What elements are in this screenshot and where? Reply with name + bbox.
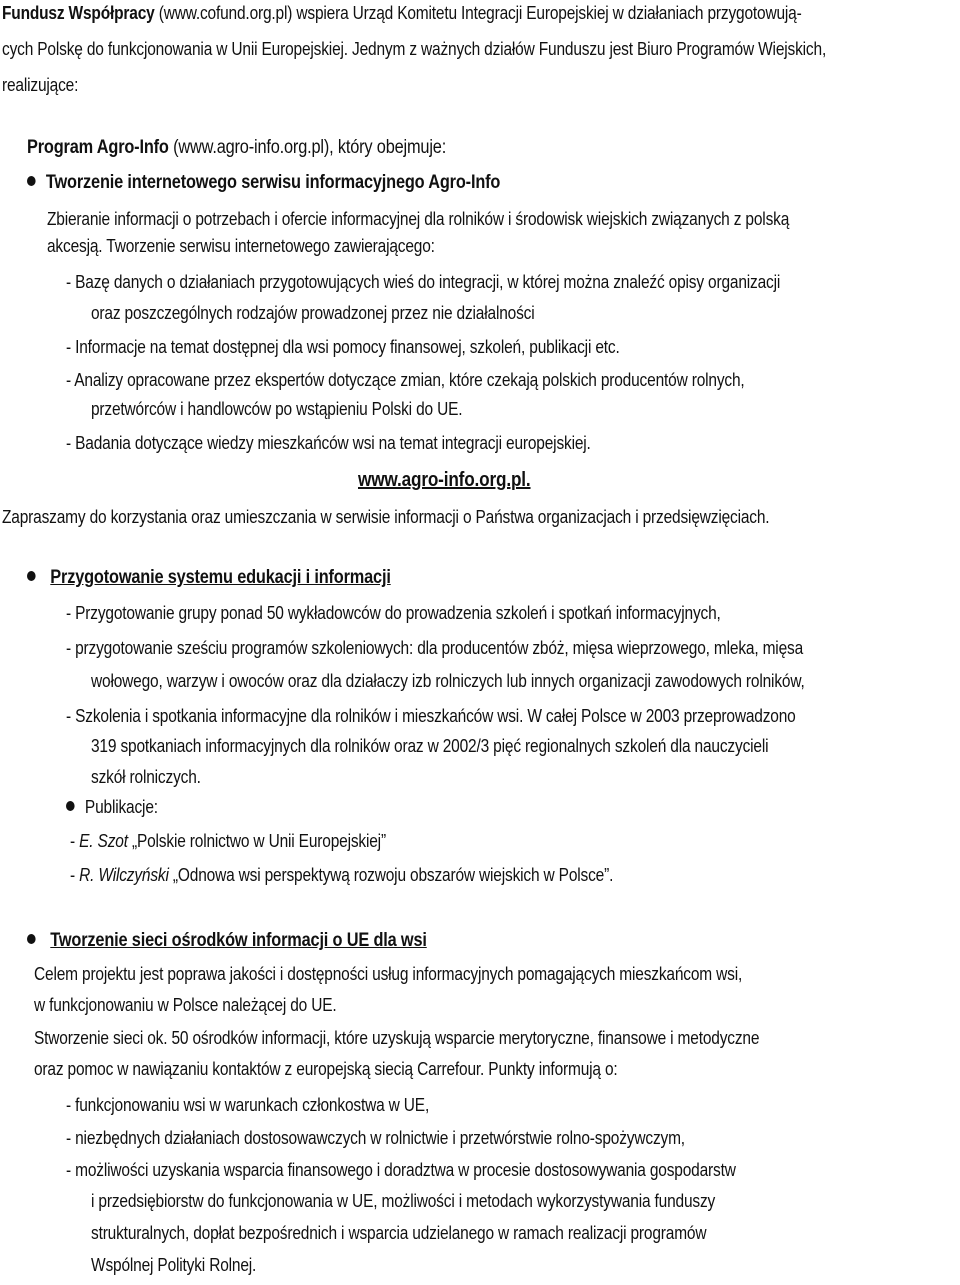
publication-item: - E. Szot „Polskie rolnictwo w Unii Europejskiej” [70,831,386,851]
section3-para-line: Celem projektu jest poprawa jakości i dostępności usług informacyjnych pomagających mieszkańcom wsi, [34,964,743,984]
list-item: - przygotowanie sześciu programów szkoleniowych: dla producentów zbóż, mięsa wieprzowego, mleka, mięsa [66,638,804,658]
section3-heading [27,930,427,952]
section3-para-line: Stworzenie sieci ok. 50 ośrodków informacji, które uzyskują wsparcie merytoryczne, finansowe i metodyczne [34,1028,760,1048]
invitation-text: Zapraszamy do korzystania oraz umieszczania w serwisie informacji o Państwa organizacjach i przedsięwzięciach. [2,507,770,527]
section3-para-line: w funkcjonowaniu w Polsce należącej do UE. [34,995,337,1015]
program-name: Program Agro-Info [27,137,169,158]
section1-para-2: akcesją. Tworzenie serwisu internetowego zawierającego: [47,236,435,256]
section2-heading-text: Przygotowanie systemu edukacji i informacji [50,567,391,588]
section1-para-1: Zbieranie informacji o potrzebach i ofercie informacyjnej dla rolników i środowisk wiejskich związanych z polską [47,209,790,229]
list-item: przetwórców i handlowców po wstąpieniu Polski do UE. [91,399,463,419]
section2-heading [27,567,391,589]
list-item: i przedsiębiorstw do funkcjonowania w UE, możliwości i metodach wykorzystywania funduszy [91,1191,716,1211]
intro-line-1 [2,2,802,24]
publication-title: „Polskie rolnictwo w Unii Europejskiej” [127,831,386,851]
list-item: oraz poszczególnych rodzajów prowadzonej przez nie działalności [91,303,535,323]
list-item: - Szkolenia i spotkania informacyjne dla rolników i mieszkańców wsi. W całej Polsce w 2003 przeprowadzono [66,706,796,726]
publications-label: Publikacje: [66,796,158,818]
list-item: - funkcjonowaniu wsi w warunkach członkostwa w UE, [66,1095,430,1115]
list-item: szkół rolniczych. [91,767,201,787]
intro-line-3: realizujące: [2,75,79,95]
publication-author: E. Szot [79,831,128,851]
list-item: Wspólnej Polityki Rolnej. [91,1255,257,1275]
publication-author: R. Wilczyński [79,865,169,885]
section3-heading-text: Tworzenie sieci ośrodków informacji o UE dla wsi [50,930,427,951]
publication-item: - R. Wilczyński „Odnowa wsi perspektywą rozwoju obszarów wiejskich w Polsce”. [70,865,614,885]
list-item: - Bazę danych o działaniach przygotowujących wieś do integracji, w której można znaleźć opisy organizacji [66,272,781,292]
list-item: - Analizy opracowane przez ekspertów dotyczące zmian, które czekają polskich producentów rolnych, [66,370,745,390]
intro-line-2: cych Polskę do funkcjonowania w Unii Europejskiej. Jednym z ważnych działów Funduszu jest Biuro Programów Wiejskich, [2,39,827,59]
fund-name: Fundusz Współpracy [2,3,155,23]
list-item: 319 spotkaniach informacyjnych dla rolników oraz w 2002/3 pięć regionalnych szkoleń dla nauczycieli [91,736,769,756]
program-line [27,137,446,159]
publication-title: „Odnowa wsi perspektywą rozwoju obszarów wiejskich w Polsce”. [168,865,614,885]
list-item: - możliwości uzyskania wsparcia finansowego i doradztwa w procesie dostosowywania gospodarstw [66,1160,736,1180]
list-item: - Informacje na temat dostępnej dla wsi pomocy finansowej, szkoleń, publikacji etc. [66,337,620,357]
list-item: - niezbędnych działaniach dostosowawczych w rolnictwie i przetwórstwie rolno-spożywczym, [66,1128,685,1148]
section3-para-line: oraz pomoc w nawiązaniu kontaktów z europejską siecią Carrefour. Punkty informują o: [34,1059,618,1079]
list-item: wołowego, warzyw i owoców oraz dla działaczy izb rolniczych lub innych organizacji zawodowych rolników, [91,671,805,691]
list-item: strukturalnych, dopłat bezpośrednich i wsparcia udzielanego w ramach realizacji programów [91,1223,707,1243]
intro-text: (www.cofund.org.pl) wspiera Urząd Komitetu Integracji Europejskiej w działaniach przygotowują- [154,3,802,23]
section1-heading: Tworzenie internetowego serwisu informacyjnego Agro-Info [27,172,500,194]
program-text: (www.agro-info.org.pl), który obejmuje: [168,137,447,158]
list-item: - Przygotowanie grupy ponad 50 wykładowców do prowadzenia szkoleń i spotkań informacyjnych, [66,603,721,623]
list-item: - Badania dotyczące wiedzy mieszkańców wsi na temat integracji europejskiej. [66,433,591,453]
agro-info-link[interactable]: www.agro-info.org.pl. [358,469,531,491]
